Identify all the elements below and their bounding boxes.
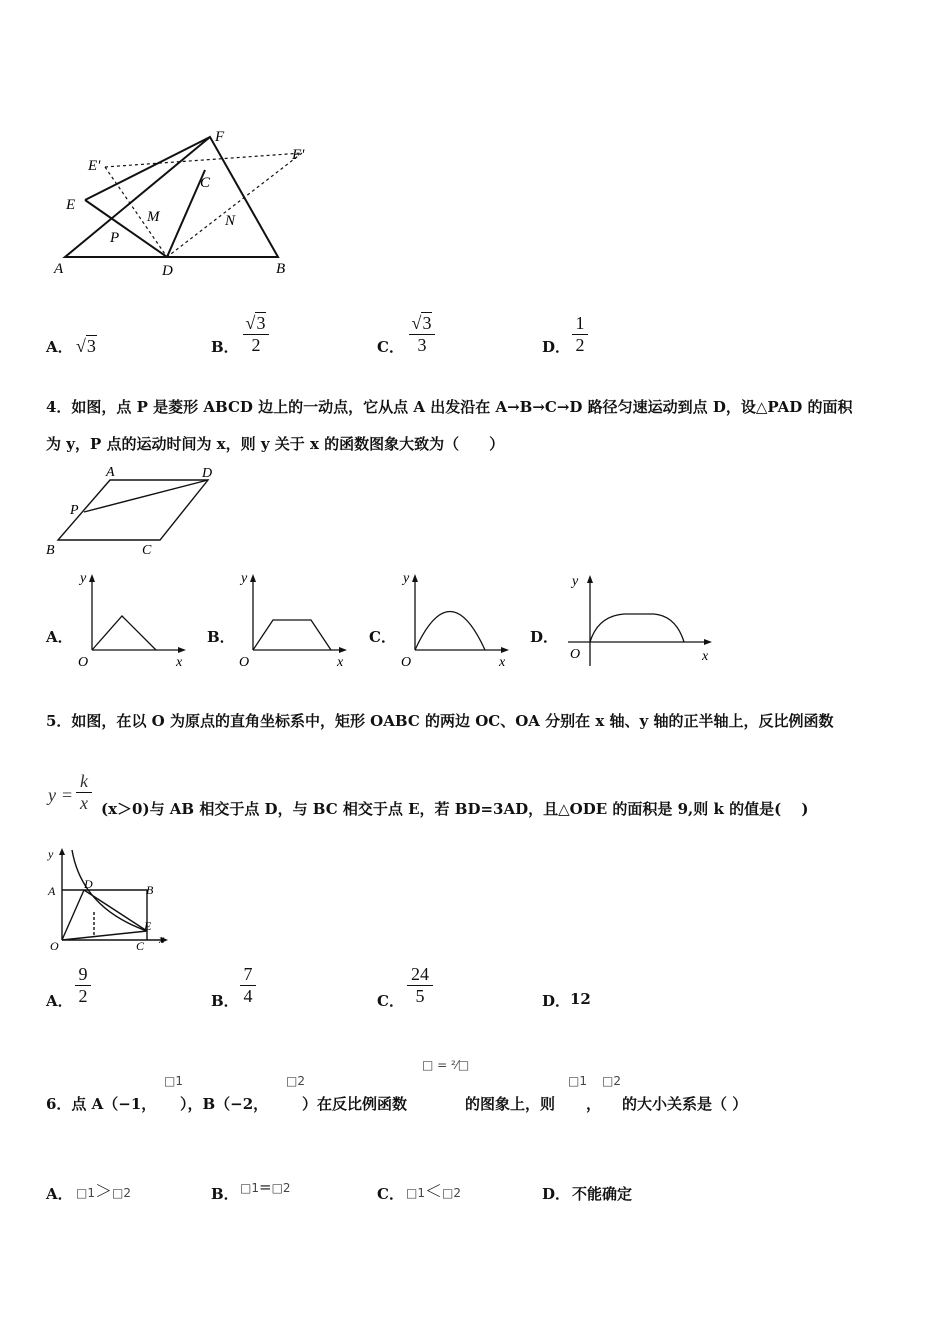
q5-option-d-value: 12 (570, 990, 591, 1008)
q6-option-b-value: □1=□2 (240, 1178, 291, 1196)
q5-option-c-value: 24 5 (407, 964, 433, 1007)
q5-function-formula (48, 771, 98, 819)
q5-text-line1: 5．如图，在以 O 为原点的直角坐标系中，矩形 OABC 的两边 OC、OA 分别在 x 轴、y 轴的正半轴上，反比例函数 (46, 712, 834, 730)
q3-label-f: F (215, 129, 225, 145)
q6-placeholder-y1: □1 (164, 1074, 183, 1088)
q4-text-line1: 4．如图，点 P 是菱形 ABCD 边上的一动点，它从点 A 出发沿在 A→B→C→D 路径匀速运动到点 D，设△PAD 的面积 (46, 398, 853, 416)
q4-option-c-letter: C． (369, 628, 396, 646)
q6-text-part1: 6．点 A（−1， (46, 1095, 157, 1113)
q5-label-a: A (48, 884, 56, 898)
q4-label-p: P (70, 503, 79, 518)
q3-option-d-value: 1 2 (572, 313, 588, 356)
q6-text-part3: ）在反比例函数 (302, 1095, 408, 1113)
q4-graph-c-y: y (403, 571, 410, 586)
q4-graph-b-origin: O (239, 655, 250, 670)
q3-option-b-letter: B． (211, 338, 239, 356)
q6-text-part2: ），B（−2， (180, 1095, 269, 1113)
q6-option-b-letter: B． (211, 1185, 239, 1203)
q4-graph-c-x: x (499, 655, 506, 670)
q3-label-e1: E' (88, 158, 101, 174)
q5-option-c-letter: C． (377, 992, 404, 1010)
q5-func-fraction: k x (76, 771, 92, 814)
q5-text-line2: (x＞0)与 AB 相交于点 D，与 BC 相交于点 E，若 BD=3AD，且△ODE 的面积是 9,则 k 的值是( ) (101, 800, 809, 818)
q4-graph-d-x: x (702, 649, 709, 664)
q3-option-a-value: √3 (76, 336, 96, 356)
q4-graph-d-origin: O (570, 647, 581, 662)
q3-label-c: C (200, 175, 211, 191)
q6-option-a-value: □1＞□2 (76, 1182, 131, 1202)
q4-graph-b-x: x (337, 655, 344, 670)
q4-label-d: D (202, 466, 213, 481)
q4-graph-d-y: y (572, 574, 579, 589)
q3-label-d: D (162, 263, 173, 279)
q6-placeholder-y2-b: □2 (602, 1074, 621, 1088)
q5-option-b-value: 7 4 (240, 964, 256, 1007)
q4-graph-b (233, 568, 353, 670)
q3-figure (40, 125, 330, 285)
q4-graph-a-y: y (80, 571, 87, 586)
q5-label-b: B (146, 883, 154, 897)
q4-option-b-letter: B． (207, 628, 235, 646)
q3-option-d-letter: D． (542, 338, 571, 356)
q6-text-part4: 的图象上，则 (465, 1095, 556, 1113)
q5-label-y: y (48, 847, 54, 861)
q4-graph-a (72, 568, 192, 670)
q6-option-d-letter: D． (542, 1185, 571, 1203)
q3-label-e: E (66, 197, 76, 213)
q3-option-c-value: √3 3 (409, 313, 435, 356)
q6-option-c-letter: C． (377, 1185, 404, 1203)
q3-label-a: A (54, 261, 64, 277)
q4-label-c: C (142, 543, 152, 558)
q4-graph-a-x: x (176, 655, 183, 670)
q6-placeholder-y2: □2 (286, 1074, 305, 1088)
q4-graph-c (395, 568, 515, 670)
q4-text-line2: 为 y，P 点的运动时间为 x，则 y 关于 x 的函数图象大致为（ ） (46, 435, 505, 453)
q6-option-a-letter: A． (46, 1185, 73, 1203)
q6-placeholder-y1-b: □1 (568, 1074, 587, 1088)
q5-func-y: y (48, 785, 56, 805)
q6-text-part6: 的大小关系是（ ） (622, 1095, 748, 1113)
q6-text-part5: ， (586, 1095, 602, 1113)
q6-option-c-value: □1＜□2 (406, 1182, 461, 1202)
q4-rhombus-figure (40, 462, 230, 562)
q4-graph-d (562, 570, 722, 666)
q4-label-a: A (106, 465, 115, 480)
q5-option-b-letter: B． (211, 992, 239, 1010)
q4-option-d-letter: D． (530, 628, 559, 646)
q3-label-p: P (110, 230, 120, 246)
q4-graph-b-y: y (241, 571, 248, 586)
q5-option-d-letter: D． (542, 992, 571, 1010)
q5-label-d: D (84, 877, 93, 891)
q3-label-f1: F' (292, 147, 305, 163)
q4-option-a-letter: A． (46, 628, 73, 646)
q6-placeholder-function: □ = ²⁄□ (422, 1058, 470, 1072)
q5-label-o: O (50, 939, 59, 953)
q3-option-c-letter: C． (377, 338, 404, 356)
q3-option-a-letter: A． (46, 338, 73, 356)
q5-label-e: E (144, 919, 152, 933)
q5-option-a-letter: A． (46, 992, 73, 1010)
q5-figure (40, 846, 180, 956)
q3-label-n: N (225, 213, 236, 229)
q5-option-a-value: 9 2 (75, 964, 91, 1007)
q5-label-x: x (159, 932, 165, 946)
q3-option-b-value: √3 2 (243, 313, 269, 356)
q3-label-m: M (147, 209, 160, 225)
q4-graph-c-origin: O (401, 655, 412, 670)
q6-option-d-value: 不能确定 (572, 1185, 633, 1203)
q3-label-b: B (276, 261, 286, 277)
q5-label-c: C (136, 939, 145, 953)
q5-func-eq: = (62, 785, 73, 805)
q4-label-b: B (46, 543, 55, 558)
q4-graph-a-origin: O (78, 655, 89, 670)
